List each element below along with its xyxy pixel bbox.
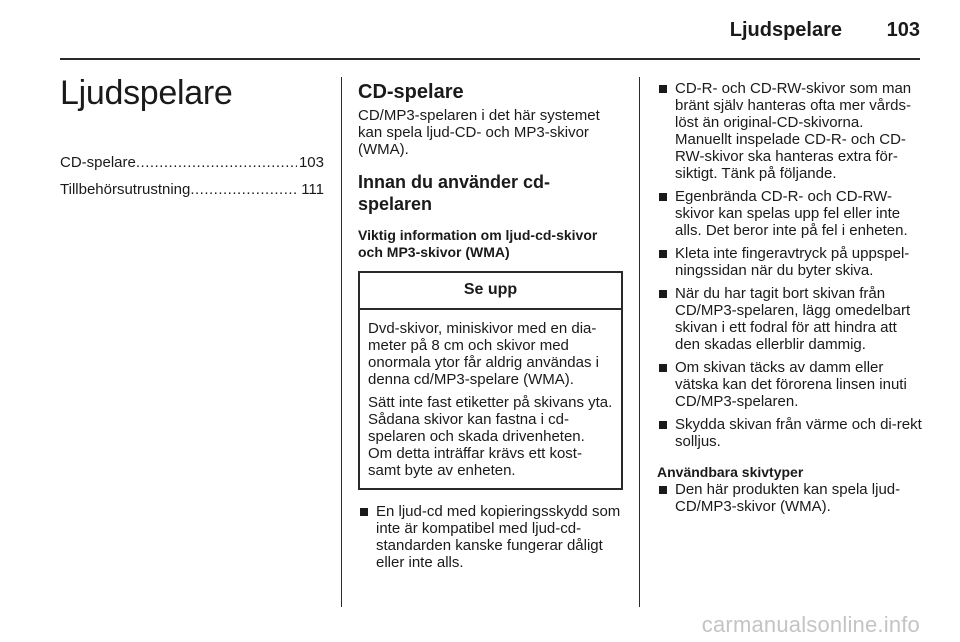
chapter-title: Ljudspelare [60,74,233,112]
bullet-item: Skydda skivan från värme och di-rekt solljus. [657,416,923,450]
column-middle [358,80,624,571]
column-divider [341,77,342,607]
section-title: CD-spelare [358,81,464,103]
toc-leader-dots [190,176,299,203]
toc-entry-page: 111 [301,181,324,198]
caution-heading: Se upp [360,273,621,310]
table-of-contents [60,149,324,203]
caution-box [358,271,623,490]
column-right [657,80,923,515]
toc-leader-dots [136,149,297,176]
caution-paragraph: Dvd-skivor, miniskivor med en dia-meter på 8 cm och skivor med onormala ytor får aldrig användas i denna cd/MP3-spelare (WMA). [368,320,599,388]
column-divider [639,77,640,607]
bullet-item: CD-R- och CD-RW-skivor som man bränt själv hanteras ofta mer vårds-löst än original-CD-skivorna. Manuellt inspelade CD-R- och CD-RW-skivor ska hanteras extra för-siktigt. Tänk på följande. [657,80,923,182]
bullet-list [657,80,923,450]
disc-types-heading: Användbara skivtyper [657,464,804,480]
bullet-item: Den här produkten kan spela ljud-CD/MP3-skivor (WMA). [657,481,923,515]
watermark: carmanualsonline.info [701,612,920,637]
caution-paragraph: Sätt inte fast etiketter på skivans yta. Sådana skivor kan fastna i cd-spelaren och skada drivenheten. Om detta inträffar krävs ett kost-samt byte av enheten. [368,394,613,479]
bullet-item: En ljud-cd med kopieringsskydd som inte är kompatibel med ljud-cd-standarden kanske fungerar dåligt eller inte alls. [358,503,624,571]
subheading: Viktig information om ljud-cd-skivor och MP3-skivor (WMA) [358,227,598,260]
bullet-list [358,503,624,571]
bullet-list [657,481,923,515]
toc-entry[interactable] [60,149,324,176]
bullet-item: När du har tagit bort skivan från CD/MP3-spelaren, lägg omedelbart skivan i ett fodral för att hindra att den skadas ellerblir dammig. [657,285,923,353]
page-number: 103 [886,19,920,41]
section-subtitle: Innan du använder cd-spelaren [358,172,551,214]
toc-entry-page: 103 [298,154,324,171]
header-divider [60,58,920,60]
toc-entry[interactable] [60,176,324,203]
bullet-item: Om skivan täcks av damm eller vätska kan det förorena linsen inuti CD/MP3-spelaren. [657,359,923,410]
toc-entry-label: Tillbehörsutrustning [60,181,191,198]
section-intro: CD/MP3-spelaren i det här systemet kan spela ljud-CD- och MP3-skivor (WMA). [358,107,600,158]
bullet-item: Kleta inte fingeravtryck på uppspel-ningssidan när du byter skiva. [657,245,923,279]
bullet-item: Egenbrända CD-R- och CD-RW-skivor kan spelas upp fel eller inte alls. Det beror inte på fel i enheten. [657,188,923,239]
toc-entry-label: CD-spelare [60,154,136,171]
caution-body [360,310,621,488]
header-title: Ljudspelare [729,19,842,41]
